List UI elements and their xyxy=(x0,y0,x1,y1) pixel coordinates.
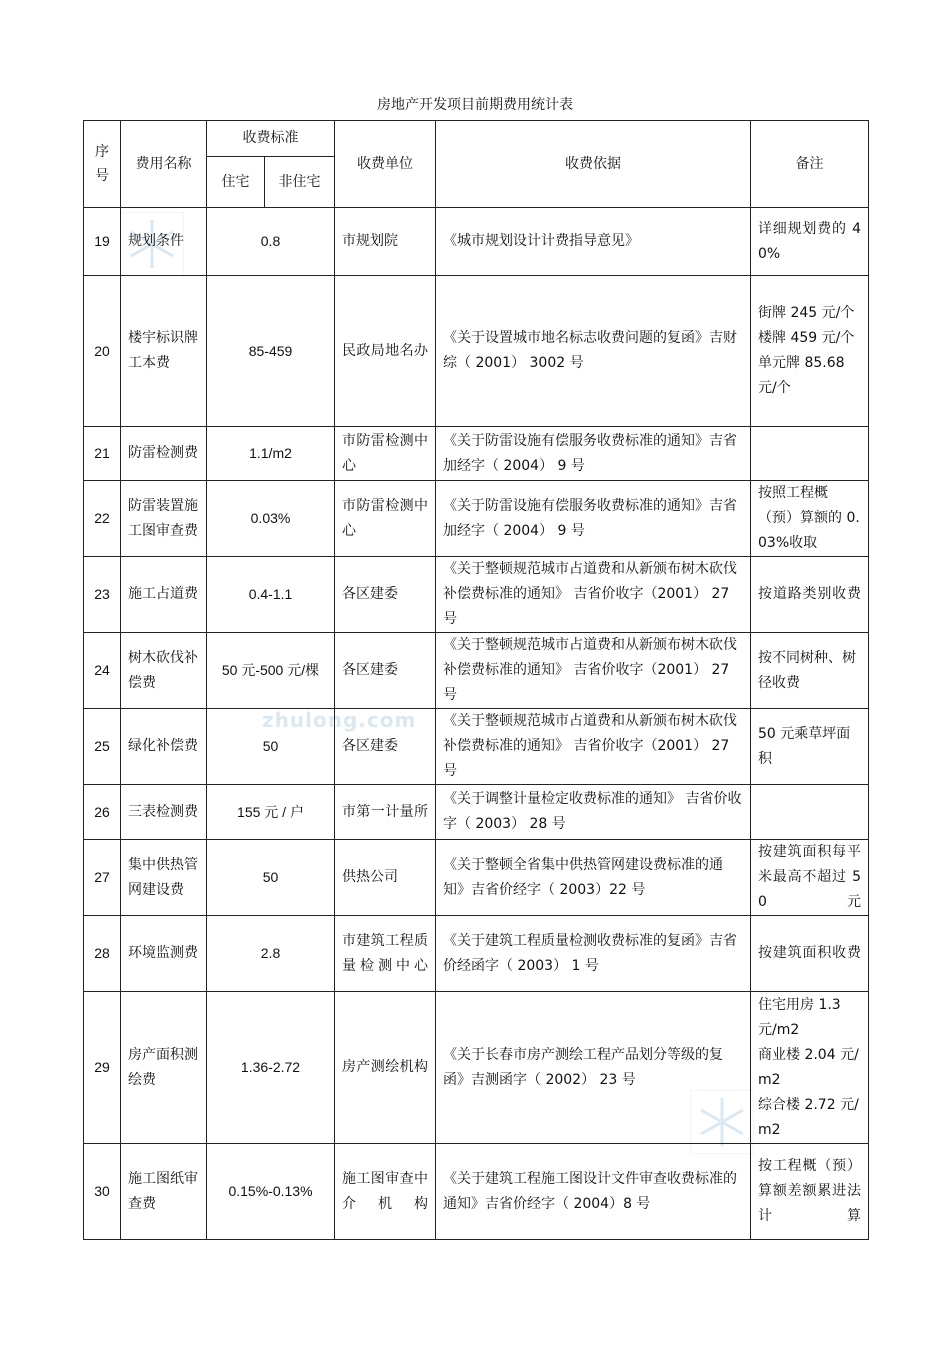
row-unit: 市第一计量所 xyxy=(335,785,436,840)
row-basis: 《关于建筑工程质量检测收费标准的复函》吉省价经函字（ 2003） 1 号 xyxy=(436,916,751,992)
row-no: 20 xyxy=(84,276,121,427)
row-basis: 《城市规划设计计费指导意见》 xyxy=(436,208,751,276)
table-row xyxy=(84,992,869,1144)
row-unit: 各区建委 xyxy=(335,557,436,633)
row-name: 绿化补偿费 xyxy=(121,709,207,785)
row-name: 树木砍伐补偿费 xyxy=(121,633,207,709)
page-title: 房地产开发项目前期费用统计表 xyxy=(377,97,573,113)
row-standard: 1.36-2.72 xyxy=(207,992,335,1144)
row-remark: 按照工程概（预）算额的 0.03%收取 xyxy=(751,481,869,557)
row-unit: 房产测绘机构 xyxy=(335,992,436,1144)
row-remark: 街牌 245 元/个 楼牌 459 元/个 单元牌 85.68 元/个 xyxy=(751,276,869,427)
row-remark: 按工程概（预）算额差额累进法计算 xyxy=(751,1144,869,1240)
row-unit: 市建筑工程质量检测中心 xyxy=(335,916,436,992)
row-name: 三表检测费 xyxy=(121,785,207,840)
row-name: 环境监测费 xyxy=(121,916,207,992)
row-basis: 《关于整顿规范城市占道费和从新颁布树木砍伐补偿费标准的通知》 吉省价收字（2001） 27 号 xyxy=(436,633,751,709)
row-remark: 50 元乘草坪面积 xyxy=(751,709,869,785)
row-no: 23 xyxy=(84,557,121,633)
row-basis: 《关于设置城市地名标志收费问题的复函》吉财综（ 2001） 3002 号 xyxy=(436,276,751,427)
table-row xyxy=(84,1144,869,1240)
row-unit: 各区建委 xyxy=(335,709,436,785)
row-remark xyxy=(751,785,869,840)
row-remark: 按建筑面积每平米最高不超过 50 元 xyxy=(751,840,869,916)
row-remark: 住宅用房 1.3 元/m2 商业楼 2.04 元/m2 综合楼 2.72 元/m2 xyxy=(751,992,869,1144)
row-no: 25 xyxy=(84,709,121,785)
table-row xyxy=(84,633,869,709)
row-standard: 85-459 xyxy=(207,276,335,427)
table-row xyxy=(84,427,869,481)
row-basis: 《关于整顿规范城市占道费和从新颁布树木砍伐补偿费标准的通知》 吉省价收字（2001） 27 号 xyxy=(436,709,751,785)
row-no: 27 xyxy=(84,840,121,916)
row-basis: 《关于防雷设施有偿服务收费标准的通知》吉省加经字（ 2004） 9 号 xyxy=(436,481,751,557)
row-standard: 2.8 xyxy=(207,916,335,992)
row-remark: 按不同树种、树径收费 xyxy=(751,633,869,709)
row-no: 29 xyxy=(84,992,121,1144)
watermark-text: zhulong.com xyxy=(262,708,417,732)
table-row xyxy=(84,840,869,916)
row-no: 26 xyxy=(84,785,121,840)
row-name: 房产面积测绘费 xyxy=(121,992,207,1144)
header-seq: 序号 xyxy=(84,121,121,208)
row-standard: 50 xyxy=(207,840,335,916)
header-remark: 备注 xyxy=(751,121,869,208)
row-no: 28 xyxy=(84,916,121,992)
table-row xyxy=(84,276,869,427)
row-name: 楼宇标识牌工本费 xyxy=(121,276,207,427)
table-row xyxy=(84,785,869,840)
row-name: 防雷检测费 xyxy=(121,427,207,481)
row-no: 24 xyxy=(84,633,121,709)
row-name: 施工图纸审查费 xyxy=(121,1144,207,1240)
row-no: 19 xyxy=(84,208,121,276)
row-name: 集中供热管网建设费 xyxy=(121,840,207,916)
header-basis: 收费依据 xyxy=(436,121,751,208)
row-no: 30 xyxy=(84,1144,121,1240)
row-no: 21 xyxy=(84,427,121,481)
row-remark: 按建筑面积收费 xyxy=(751,916,869,992)
row-basis: 《关于建筑工程施工图设计文件审查收费标准的通知》吉省价经字（ 2004）8 号 xyxy=(436,1144,751,1240)
table-row xyxy=(84,557,869,633)
row-standard: 0.15%-0.13% xyxy=(207,1144,335,1240)
row-remark: 按道路类别收费 xyxy=(751,557,869,633)
table-row xyxy=(84,481,869,557)
fee-table xyxy=(83,120,869,1240)
header-name: 费用名称 xyxy=(121,121,207,208)
row-unit: 供热公司 xyxy=(335,840,436,916)
header-non-residential: 非住宅 xyxy=(265,157,335,208)
table-row xyxy=(84,916,869,992)
row-standard: 0.8 xyxy=(207,208,335,276)
row-basis: 《关于防雷设施有偿服务收费标准的通知》吉省加经字（ 2004） 9 号 xyxy=(436,427,751,481)
row-unit: 民政局地名办 xyxy=(335,276,436,427)
row-name: 施工占道费 xyxy=(121,557,207,633)
row-remark: 详细规划费的 40% xyxy=(751,208,869,276)
row-standard: 50 元-500 元/棵 xyxy=(207,633,335,709)
row-standard: 50 xyxy=(207,709,335,785)
row-unit: 市防雷检测中心 xyxy=(335,427,436,481)
row-remark xyxy=(751,427,869,481)
row-unit: 各区建委 xyxy=(335,633,436,709)
header-residential: 住宅 xyxy=(207,157,265,208)
row-standard: 1.1/m2 xyxy=(207,427,335,481)
row-unit: 施工图审查中介机构 xyxy=(335,1144,436,1240)
row-no: 22 xyxy=(84,481,121,557)
table-row xyxy=(84,208,869,276)
row-basis: 《关于整顿全省集中供热管网建设费标准的通知》吉省价经字（ 2003）22 号 xyxy=(436,840,751,916)
row-standard: 0.4-1.1 xyxy=(207,557,335,633)
row-name: 规划条件 xyxy=(121,208,207,276)
row-standard: 155 元 / 户 xyxy=(207,785,335,840)
row-standard: 0.03% xyxy=(207,481,335,557)
row-basis: 《关于整顿规范城市占道费和从新颁布树木砍伐补偿费标准的通知》 吉省价收字（2001） 27 号 xyxy=(436,557,751,633)
row-unit: 市规划院 xyxy=(335,208,436,276)
table-row xyxy=(84,709,869,785)
row-basis: 《关于调整计量检定收费标准的通知》 吉省价收字（ 2003） 28 号 xyxy=(436,785,751,840)
row-basis: 《关于长春市房产测绘工程产品划分等级的复函》吉测函字（ 2002） 23 号 xyxy=(436,992,751,1144)
row-name: 防雷装置施工图审查费 xyxy=(121,481,207,557)
header-unit: 收费单位 xyxy=(335,121,436,208)
header-standard: 收费标准 xyxy=(207,121,335,157)
row-unit: 市防雷检测中心 xyxy=(335,481,436,557)
